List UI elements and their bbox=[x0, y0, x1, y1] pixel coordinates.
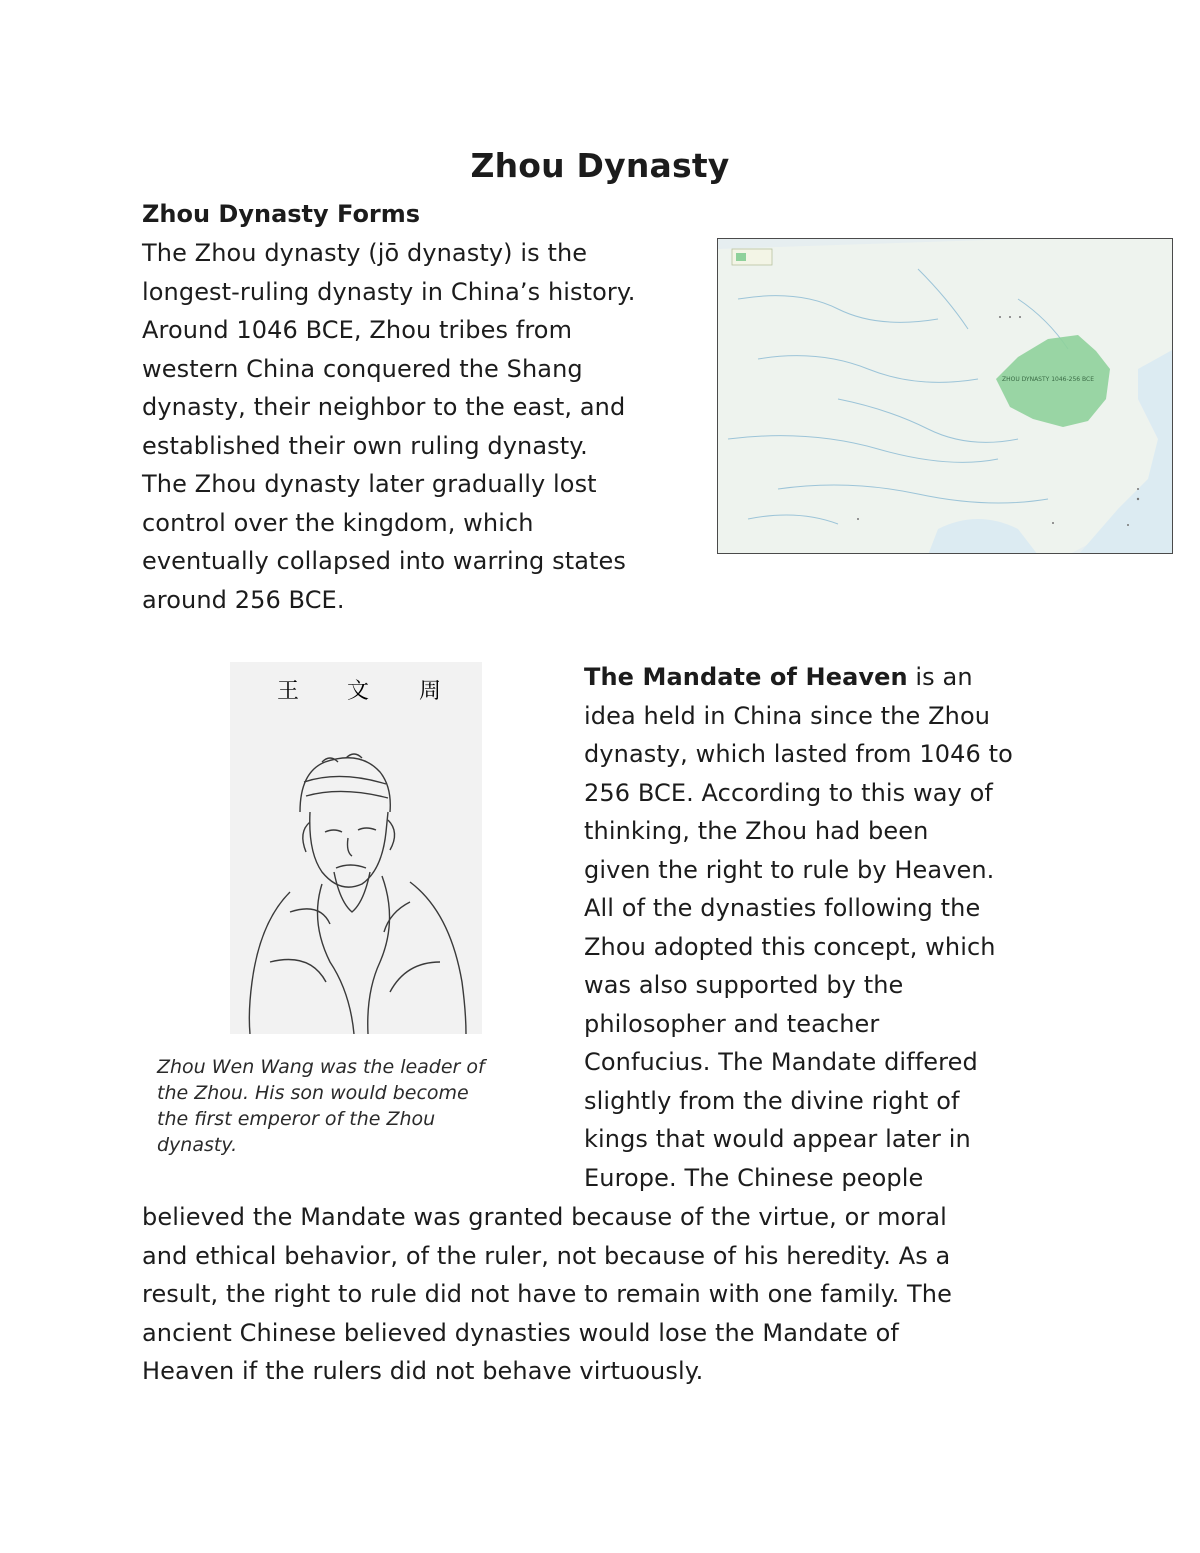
text-line bbox=[584, 658, 1064, 697]
caption-line: dynasty. bbox=[157, 1134, 238, 1156]
caption-line: the Zhou. His son would become bbox=[157, 1082, 469, 1104]
section-heading-zhou-dynasty-forms: Zhou Dynasty Forms bbox=[142, 200, 421, 228]
text-line: idea held in China since the Zhou bbox=[584, 701, 991, 730]
text-line: longest-ruling dynasty in China’s history. bbox=[142, 277, 636, 306]
text-line: The Zhou dynasty later gradually lost bbox=[142, 470, 597, 498]
map-label: ZHOU DYNASTY 1046-256 BCE bbox=[1001, 376, 1095, 383]
mandate-paragraph-continued bbox=[142, 1198, 1082, 1391]
text-line: western China conquered the Shang bbox=[142, 354, 583, 383]
caption-line: Zhou Wen Wang was the leader of bbox=[157, 1056, 485, 1078]
map-graphic bbox=[718, 239, 1173, 554]
text-line: dynasty, which lasted from 1046 to bbox=[584, 740, 1013, 768]
text-line: was also supported by the bbox=[584, 971, 904, 999]
text-line: established their own ruling dynasty. bbox=[142, 431, 588, 460]
portrait-character: 周 bbox=[418, 679, 442, 704]
mandate-paragraph bbox=[584, 658, 1064, 1197]
text-line: and ethical behavior, of the ruler, not because of his heredity. As a bbox=[142, 1241, 951, 1270]
text-line: ancient Chinese believed dynasties would lose the Mandate of bbox=[142, 1318, 899, 1347]
text-fragment: is an bbox=[907, 663, 973, 691]
text-line: believed the Mandate was granted because of the virtue, or moral bbox=[142, 1203, 947, 1231]
portrait-character: 文 bbox=[346, 679, 370, 704]
caption-line: the first emperor of the Zhou bbox=[157, 1108, 436, 1130]
zhou-wen-wang-portrait bbox=[230, 662, 482, 1034]
text-line: around 256 BCE. bbox=[142, 585, 345, 614]
text-line: result, the right to rule did not have to remain with one family. The bbox=[142, 1280, 952, 1308]
text-line: slightly from the divine right of bbox=[584, 1086, 960, 1115]
portrait-drawing bbox=[230, 662, 482, 1034]
text-line: Confucius. The Mandate differed bbox=[584, 1048, 978, 1076]
page-title: Zhou Dynasty bbox=[470, 146, 730, 185]
text-line: Heaven if the rulers did not behave virtuously. bbox=[142, 1357, 704, 1385]
text-line: All of the dynasties following the bbox=[584, 894, 981, 922]
text-line: control over the kingdom, which bbox=[142, 508, 534, 537]
text-line: Zhou adopted this concept, which bbox=[584, 932, 996, 961]
text-line: The Zhou dynasty (jō dynasty) is the bbox=[142, 239, 588, 267]
text-line: 256 BCE. According to this way of bbox=[584, 778, 993, 807]
intro-paragraph bbox=[142, 234, 712, 619]
portrait-character: 王 bbox=[276, 679, 300, 704]
text-line: Around 1046 BCE, Zhou tribes from bbox=[142, 316, 573, 344]
text-line: philosopher and teacher bbox=[584, 1009, 880, 1038]
text-line: dynasty, their neighbor to the east, and bbox=[142, 393, 626, 421]
text-line: eventually collapsed into warring states bbox=[142, 547, 627, 575]
text-line: kings that would appear later in bbox=[584, 1125, 971, 1153]
text-line: Europe. The Chinese people bbox=[584, 1163, 924, 1192]
text-line: thinking, the Zhou had been bbox=[584, 817, 929, 845]
zhou-dynasty-map bbox=[717, 238, 1173, 554]
mandate-term: The Mandate of Heaven bbox=[584, 663, 908, 691]
portrait-caption bbox=[157, 1054, 557, 1158]
text-line: given the right to rule by Heaven. bbox=[584, 855, 995, 884]
